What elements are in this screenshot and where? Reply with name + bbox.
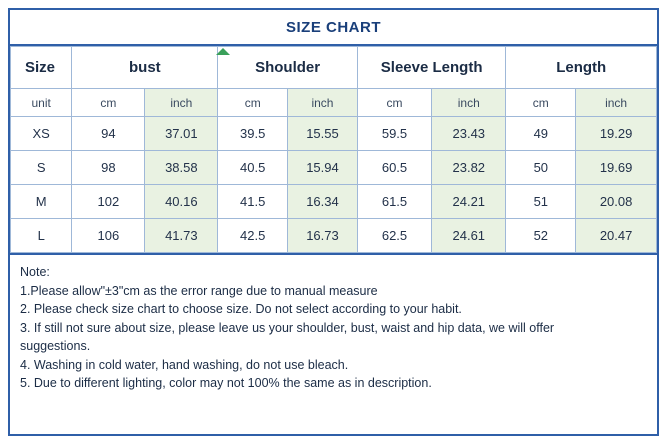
size-table: [10, 46, 657, 253]
cell-xs-shoulder-inch: 15.55: [288, 117, 358, 151]
cell-s-shoulder-inch: 15.94: [288, 151, 358, 185]
column-header-shoulder: Shoulder: [218, 47, 358, 89]
unit-cell-bust-cm: cm: [72, 89, 145, 117]
notes-heading: Note:: [20, 265, 50, 279]
unit-cell-length-cm: cm: [506, 89, 576, 117]
cell-m-bust-inch: 40.16: [145, 185, 218, 219]
title-bar: [10, 10, 657, 46]
cell-l-length-cm: 52: [506, 219, 576, 253]
cell-m-sleeve-cm: 61.5: [357, 185, 431, 219]
cell-l-shoulder-inch: 16.73: [288, 219, 358, 253]
column-header-bust: bust: [72, 47, 218, 89]
cell-m-length-inch: 20.08: [576, 185, 657, 219]
table-header-row: [11, 47, 657, 89]
column-header-size: Size: [11, 47, 72, 89]
cell-m-sleeve-inch: 24.21: [432, 185, 506, 219]
cell-xs-sleeve-inch: 23.43: [432, 117, 506, 151]
cell-xs-length-cm: 49: [506, 117, 576, 151]
bust-pointer-icon: [216, 48, 230, 55]
note-line-2: 2. Please check size chart to choose size. Do not select according to your habit.: [20, 302, 462, 316]
table-row: [11, 151, 657, 185]
cell-m-shoulder-cm: 41.5: [218, 185, 288, 219]
cell-s-length-cm: 50: [506, 151, 576, 185]
cell-l-sleeve-cm: 62.5: [357, 219, 431, 253]
table-row: [11, 185, 657, 219]
cell-l-bust-cm: 106: [72, 219, 145, 253]
cell-xs-shoulder-cm: 39.5: [218, 117, 288, 151]
cell-xs-sleeve-cm: 59.5: [357, 117, 431, 151]
unit-cell-shoulder-inch: inch: [288, 89, 358, 117]
note-line-3: 3. If still not sure about size, please leave us your shoulder, bust, waist and hip data, we will offer: [20, 320, 555, 335]
cell-xs-bust-inch: 37.01: [145, 117, 218, 151]
unit-cell-length-inch: inch: [576, 89, 657, 117]
cell-l-bust-inch: 41.73: [145, 219, 218, 253]
cell-s-sleeve-inch: 23.82: [432, 151, 506, 185]
cell-s-shoulder-cm: 40.5: [218, 151, 288, 185]
table-row: [11, 117, 657, 151]
cell-s-sleeve-cm: 60.5: [357, 151, 431, 185]
chart-frame: [8, 8, 659, 436]
unit-cell-sleeve-cm: cm: [357, 89, 431, 117]
notes-section: [10, 253, 657, 434]
note-line-5: 5. Due to different lighting, color may not 100% the same as in description.: [20, 376, 432, 390]
column-header-sleeve-length: Sleeve Length: [357, 47, 506, 89]
cell-xs-bust-cm: 94: [72, 117, 145, 151]
row-size-m: M: [11, 185, 72, 219]
unit-cell-label: unit: [11, 89, 72, 117]
page-title: SIZE CHART: [286, 18, 381, 36]
note-line-4: 4. Washing in cold water, hand washing, do not use bleach.: [20, 357, 349, 372]
row-size-l: L: [11, 219, 72, 253]
cell-s-bust-inch: 38.58: [145, 151, 218, 185]
cell-s-length-inch: 19.69: [576, 151, 657, 185]
row-size-xs: XS: [11, 117, 72, 151]
cell-m-shoulder-inch: 16.34: [288, 185, 358, 219]
cell-xs-length-inch: 19.29: [576, 117, 657, 151]
cell-m-bust-cm: 102: [72, 185, 145, 219]
unit-cell-bust-inch: inch: [145, 89, 218, 117]
note-line-3-cont: suggestions.: [20, 339, 91, 353]
unit-cell-shoulder-cm: cm: [218, 89, 288, 117]
cell-m-length-cm: 51: [506, 185, 576, 219]
table-unit-row: [11, 89, 657, 117]
table-row: [11, 219, 657, 253]
column-header-length: Length: [506, 47, 657, 89]
note-line-1: 1.Please allow"±3"cm as the error range due to manual measure: [20, 283, 378, 298]
row-size-s: S: [11, 151, 72, 185]
cell-l-sleeve-inch: 24.61: [432, 219, 506, 253]
size-table-wrapper: [10, 46, 657, 253]
cell-l-shoulder-cm: 42.5: [218, 219, 288, 253]
unit-cell-sleeve-inch: inch: [432, 89, 506, 117]
cell-l-length-inch: 20.47: [576, 219, 657, 253]
cell-s-bust-cm: 98: [72, 151, 145, 185]
